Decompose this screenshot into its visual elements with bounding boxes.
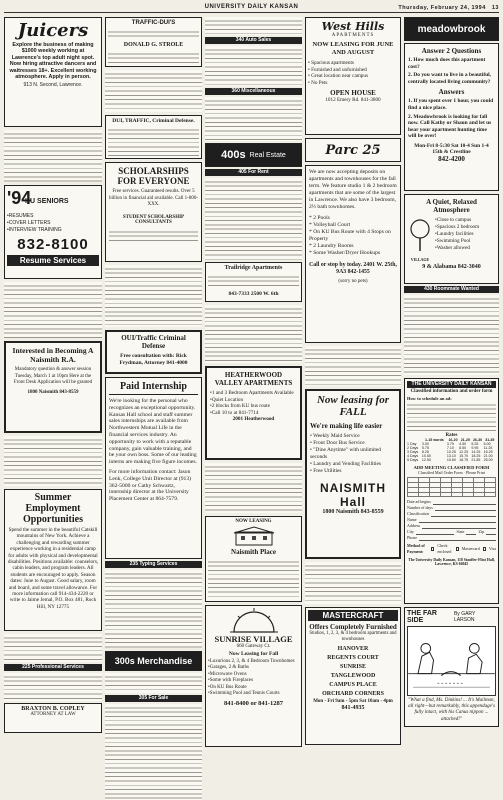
heatherwood-ad [205, 366, 302, 460]
payment-checkbox[interactable] [483, 547, 486, 551]
accept-item: * 2 Laundry Rooms [309, 243, 354, 249]
rates-cell: 4.50 [459, 442, 467, 446]
naismith-hall-logo: NAISMITH Hall [320, 481, 386, 509]
heatherwood-item: •Quiet Location [210, 396, 244, 403]
traffic-text [108, 28, 199, 40]
order-form-title: ADD MEETING CLASSIFIED FORM [413, 465, 490, 470]
summer-title: Summer Employment Opportunities [22, 492, 83, 525]
rates-cell: 2 Days [407, 446, 419, 450]
payment-option: Visa [488, 546, 496, 551]
rates-col-header: 21-25 [460, 438, 470, 442]
far-side-header [407, 610, 496, 624]
leasing-sub: We're making life easier [310, 422, 383, 430]
heatherwood-item: •2 blocks from KU bus route [210, 403, 270, 410]
heatherwood-list [210, 390, 297, 423]
answers-title: Answers [438, 88, 465, 97]
rates-cell: 4 Days [407, 454, 419, 458]
west-hills-item: • Great location near campus [308, 73, 369, 80]
col2-text-block-5 [105, 704, 202, 800]
field-label: Phone [407, 535, 417, 540]
rates-cell: 3.00 [421, 442, 429, 446]
order-text [407, 401, 496, 431]
sunrise-item: •Microwave Ovens [208, 671, 247, 677]
naismith-ra-contact: 1800 Naismith 843-8559 [27, 389, 79, 395]
mastercraft-list [308, 645, 398, 699]
accept-item: * Volleyball Court [309, 222, 351, 228]
order-field-row [407, 535, 496, 541]
traffic-title: TRAFFIC-DUI'S [131, 20, 176, 26]
field-label: City [407, 529, 414, 534]
far-side-comic [404, 607, 499, 727]
mastercraft-hours: Mon - Fri 9am - 5pm Sat 10am - 4pm [313, 698, 393, 704]
meadow-address: 15th & Crestline [432, 148, 471, 155]
scholarships-ad [105, 162, 202, 262]
village-tree-icon [408, 217, 432, 257]
trailridge-text [208, 273, 299, 289]
rates-cell: 21.00 [483, 454, 493, 458]
field-label: Name [407, 517, 417, 522]
mastercraft-item: CAMPUS PLACE [329, 681, 377, 688]
col4-text-block-2 [305, 562, 401, 604]
accept-hours: (sorry no pets) [338, 279, 368, 284]
rates-cell: 9.95 [471, 446, 479, 450]
rates-cell: 18.75 [459, 458, 469, 462]
scholar-text [109, 228, 198, 244]
ku-list-item: •RESUMES [7, 213, 34, 219]
merchandise-banner [105, 651, 202, 671]
answer-title: Answer 2 Questions [421, 47, 482, 55]
col1-text-block-4 [4, 634, 102, 662]
rates-cell: 14.25 [471, 450, 481, 454]
mastercraft-ad [305, 607, 401, 745]
order-how: How to schedule an ad: [407, 396, 452, 401]
oui-contact: Free consultation with: Rick Frydman, Attorney 841-4000 [119, 353, 188, 366]
mastercraft-item: SUNRISE [339, 663, 366, 670]
col2-text-block-4 [105, 673, 202, 693]
rates-cell: 12.50 [421, 458, 431, 462]
dui-title: DUI, TRAFFIC, Criminal Defense. [112, 118, 195, 124]
meadow-hours: Mon-Fri 8-5:30 Sat 10-4 Sun 1-4 [414, 142, 489, 149]
leasing-title: Now leasing for FALL [316, 394, 390, 418]
west-hills-list [308, 60, 398, 86]
village-row [408, 217, 495, 262]
order-fields [407, 499, 496, 541]
rates-cell: 3.75 [446, 442, 454, 446]
dui-text [108, 126, 199, 156]
naismith-hall-address: 1800 Naismith 843-8559 [322, 509, 384, 515]
village-name: VILLAGE [410, 257, 430, 262]
rates-cell: 5 Days [407, 458, 419, 462]
meadowbrook-title: meadowbrook [417, 23, 486, 35]
heatherwood-title: HEATHERWOOD VALLEY APARTMENTS [214, 371, 293, 387]
meadow-phone: 842-4200 [438, 154, 465, 163]
sunrise-village-ad [205, 605, 302, 747]
leasing-item: • Weekly Maid Service [310, 433, 360, 439]
rates-cell: 3 Days [407, 450, 419, 454]
newspaper-page [4, 3, 499, 797]
col3-text-block-3 [205, 97, 302, 141]
dui-defense-ad [105, 115, 202, 159]
summer-body: Spend the summer in the beautiful Catskill mountains of New York. Achieve a challenging and rewarding summer experience working in a residential camp for adults with physical and developmental disabilities. Positions available: counselors, cabin leaders, and program leaders. All students are encouraged to apply. Season dates: June to August. Good salary, room and board, and some travel allowance. For more information call 914-434-2220 or write to Jaime Jemal, P.O. Box 481, Rock Hill, NY 12775 [7, 527, 99, 610]
rates-cell: 18.25 [471, 454, 481, 458]
braxton-title: ATTORNEY AT LAW [30, 712, 76, 717]
col3-text-block-6 [205, 463, 302, 513]
braxton-name: BRAXTON B. COPLEY [21, 706, 85, 712]
answer-q1: 1. How much does this apartment cost? [408, 57, 486, 70]
oui-title: OUI/Traffic Criminal Defense [121, 334, 186, 350]
scholar-contact: STUDENT SCHOLARSHIP CONSULTANTS [122, 214, 185, 225]
rates-cell: 16.25 [483, 450, 493, 454]
juicers-body: Explore the business of making $1000 weekly working at Lawrence's top adult night spot. Now hiring attractive dancers and waitresses 18+. Excellent working atmosphere. Apply in person. [9, 42, 97, 81]
heatherwood-item: •1 and 3 Bedroom Apartments Available [210, 390, 294, 396]
west-hills-open: OPEN HOUSE [330, 89, 376, 98]
masthead [4, 3, 499, 13]
ku-list-item: •INTERVIEW TRAINING [7, 227, 62, 233]
accept-body: We are now accepting deposits on apartments and townhouses for the fall term. We feature studio 1 & 2 bedroom apartments that are some of the largest in Lawrence. We also have 3 bedroom, 2½ bath townhomes. [309, 169, 397, 210]
answer-q2: 2. Do you want to live in a beautiful, centrally located living community? [408, 72, 491, 85]
leasing-item: • "Dine Anytime" with unlimited seconds [310, 447, 381, 460]
payment-checkbox[interactable] [431, 547, 434, 551]
heatherwood-item: •Call 10 to at 841-7714 [210, 409, 259, 416]
field-label: Zip [478, 529, 484, 534]
naismith-leasing-ad [305, 389, 401, 559]
rates-cell: 21.85 [471, 458, 481, 462]
col2-text-block-3 [105, 570, 202, 648]
west-hills-sub: APARTMENTS [331, 33, 375, 38]
rates-cell: 8.50 [459, 446, 467, 450]
mastercraft-phone: 841-4935 [341, 704, 365, 711]
village-logo [408, 217, 432, 262]
order-form-sub: Classified Mail Order Form · Please Print [418, 470, 485, 475]
meadowbrook-logo-banner [404, 17, 499, 41]
juicers-title: Juicers [17, 20, 89, 41]
parc-25-title: Parc 25 [325, 142, 381, 158]
west-hills-ad [305, 17, 401, 135]
village-item: •Laundry facilities [435, 231, 474, 237]
kansan-sub: Classified information and order form [410, 389, 493, 394]
rates-cell: 5.25 [471, 442, 479, 446]
column-2 [105, 17, 202, 800]
rates-cell: 8.25 [421, 450, 429, 454]
braxton-ad [4, 703, 102, 733]
column-1 [4, 17, 102, 733]
trailridge-ad [205, 262, 302, 302]
traffic-name: DONALD G. STROLE [123, 42, 184, 48]
village-list [435, 217, 495, 262]
meadowbrook-ad [404, 43, 499, 191]
naismith-place-building-icon [232, 526, 276, 546]
west-hills-item: • No Pets [308, 79, 328, 86]
paid-title: Paid Internship [109, 381, 198, 395]
rates-cell: 15.70 [459, 454, 469, 458]
rates-table [407, 438, 496, 462]
ad-text-grid[interactable] [407, 477, 496, 497]
west-hills-item: • Spacious apartments [308, 60, 354, 66]
accept-item: * Some Washer/Dryer Hookups [309, 250, 381, 256]
scholar-body: Free services. Guaranteed results. Over 5 billion in financial aid available. Call 1-800-XXX. [109, 189, 199, 207]
naismith-place-title: Naismith Place [231, 548, 276, 556]
sunrise-title: SUNRISE VILLAGE [214, 634, 293, 644]
column-3 [205, 17, 302, 747]
naismith-place-text [208, 558, 299, 598]
sunrise-body: Now Leasing for Fall [228, 651, 279, 657]
rates-cell: 5.75 [421, 446, 429, 450]
ku-seniors-list [7, 213, 99, 234]
far-side-caption: "What a find, Ms. Dinkins! ... It's Mailman, all right—but remarkably, this appendage's fully intact, with his Canus nippon ... attached!" [408, 698, 495, 722]
mastercraft-logo: MASTERCRAFT [308, 610, 398, 621]
col3-text-block-5 [205, 305, 302, 363]
juicers-address: 913 N. Second, Lawrence. [23, 82, 83, 89]
col4-text-block-1 [305, 346, 401, 386]
payment-row [407, 543, 496, 555]
rates-cell: 12.25 [459, 450, 469, 454]
field-label: Number of days [407, 505, 433, 510]
far-side-author: By GARY LARSON [453, 611, 476, 623]
sunrise-address: 660 Gateway Ct. [236, 644, 271, 649]
rates-cell: 11.25 [483, 446, 493, 450]
accept-list [309, 215, 397, 257]
west-hills-title: West Hills [321, 20, 385, 33]
far-side-title: THE FAR SIDE [407, 610, 437, 624]
rates-cell: 7.10 [446, 446, 454, 450]
relaxed-title: A Quiet, Relaxed Atmosphere [426, 198, 477, 214]
accept-call: Call or stop by today. 2401 W. 25th, 9A3 842-1455 [309, 262, 397, 275]
answer-a2: 2. Meadowbrook is looking for fall now. Call Kathy or Shaun and let us hear your apartment hunting time will be over! [408, 113, 492, 140]
col2-text-block-1 [105, 70, 202, 112]
merchandise-label: 300s Merchandise [114, 656, 193, 666]
village-item: •Washer allowed [435, 245, 470, 251]
payment-checkbox[interactable] [456, 547, 459, 551]
payment-option: Mastercard [461, 546, 480, 551]
west-hills-lease: NOW LEASING FOR JUNE AND AUGUST [312, 41, 394, 56]
section-360-header: 360 Miscellaneous [205, 88, 302, 95]
naismith-place-ad [205, 516, 302, 602]
real-estate-label: Real Estate [249, 151, 286, 159]
sunrise-item: •Swimming Pool and Tennis Courts [208, 691, 280, 697]
heatherwood-item: 2001 Heatherwood [232, 416, 275, 423]
real-estate-banner [205, 143, 302, 167]
section-235-header: 235 Typing Services [105, 561, 202, 568]
sunrise-phone: 841-8400 or 841-1287 [223, 700, 284, 708]
answer-a1: 1. If you spent over 1 hour, you could find a nice place. [408, 98, 494, 111]
juicers-ad [4, 17, 102, 127]
rates-cell: 6.00 [483, 442, 491, 446]
village-ad [404, 194, 499, 284]
mastercraft-item: REGENTS COURT [327, 654, 379, 661]
kansan-header: THE UNIVERSITY DAILY KANSAN [407, 381, 496, 388]
ku-seniors-year: '94 [7, 188, 32, 208]
field-label: Date ad begins [407, 499, 431, 504]
rates-cell: 25.00 [483, 458, 493, 462]
ku-seniors-banner: Resume Services [7, 255, 99, 266]
sunrise-sun-icon [230, 608, 278, 634]
section-340-header: 340 Auto Sales [205, 37, 302, 44]
column-5 [404, 17, 499, 727]
parc-25-ad [305, 138, 401, 162]
col1-text-block-5 [4, 673, 102, 701]
col5-text-block-1 [404, 295, 499, 375]
village-phone: 9 & Alabama 842-3040 [422, 264, 481, 270]
mastercraft-item: ORCHARD CORNERS [322, 690, 384, 697]
col1-text-block-2 [4, 282, 102, 338]
ku-list-item: •COVER LETTERS [7, 220, 51, 226]
leasing-item: • Free Utilities [310, 468, 342, 474]
rates-col-header: 26-30 [472, 438, 483, 442]
kansan-order-form [404, 378, 499, 604]
naismith-ra-ad [4, 341, 102, 433]
field-label: Classification [407, 511, 429, 516]
masthead-title: UNIVERSITY DAILY KANSAN [204, 4, 299, 10]
rates-cell: 10.50 [421, 454, 431, 458]
rates-cell: 1 Day [407, 442, 417, 446]
sunrise-item: •Garages, 2 & Baths [208, 665, 249, 671]
oui-traffic-ad [105, 330, 202, 374]
accept-item: * 2 Pools [309, 215, 330, 221]
table-row [407, 458, 496, 462]
village-item: •Spacious 2 bedroom [435, 224, 480, 230]
footer-address: The University Daily Kansan, 118 Stauffer-Flint Hall, Lawrence, KS 66045 [408, 558, 495, 566]
col3-text-block-2 [205, 46, 302, 86]
rates-cell: 13.10 [446, 454, 456, 458]
rates-col-header: 16-20 [448, 438, 458, 442]
village-item: •Swimming Pool [435, 238, 471, 244]
summer-employment-ad [4, 489, 102, 631]
column-4 [305, 17, 401, 745]
col2-text-block-2 [105, 265, 202, 327]
mastercraft-offers: Offers Completely Furnished [309, 623, 397, 631]
sunrise-item: •Luxurious 2, 3, & 4 Bedroom Townhomes [208, 659, 295, 664]
section-305-header: 305 For Sale [105, 695, 202, 702]
field-label: Address [407, 523, 421, 528]
rates-title: Rates [445, 433, 458, 438]
col3-text-block-1 [205, 17, 302, 35]
traffic-dui-ad [105, 17, 202, 67]
leasing-item: • Front Door Bus Service [310, 440, 365, 446]
ku-seniors-sub: KU SENIORS [25, 198, 69, 205]
naismith-ra-body: Mandatory question & answer session Tuesday, March 1 at 10pm Here at the Front Desk Application will be granted [13, 367, 93, 385]
field-input[interactable] [419, 535, 496, 541]
village-item: •Close to campus [435, 217, 472, 223]
section-405-header: 405 For Rent [205, 169, 302, 176]
sunrise-item: •Some with Fireplaces [208, 678, 254, 684]
rates-cell: 15.60 [446, 458, 456, 462]
ku-seniors-phone: 832-8100 [17, 236, 89, 253]
masthead-date: Thursday, February 24, 1994 [398, 5, 486, 11]
paid-body: We're looking for the personal who recognizes an exceptional opportunity. Kansas Hall school and staff summer sales internships are available from Northwestern Mutual Life in the financial services industry. An opportunity to work with a reputable company, gain valuable training, and be your own boss. Some of our leading interns are making five figure incomes. [109, 398, 197, 466]
accepting-deposits-ad [305, 165, 401, 343]
paid-contact: For more information contact: Jason Lenk, College Unit Director at (913) 362-5000 or Cathy Schwartz, internship director at the University Placement Center at 864-7579. [109, 468, 192, 503]
naismith-ra-title: Interested in Becoming A Naismith R.A. [12, 346, 94, 364]
leasing-item: • Laundry and Vending Facilities [310, 461, 381, 467]
naismith-place-lease: NOW LEASING [235, 519, 272, 524]
accept-item: * On KU Bus Route with 4 Stops on Property [309, 229, 391, 242]
mastercraft-item: HANOVER [337, 645, 369, 652]
trailridge-phone: 843-7333 2500 W. 6th [228, 291, 279, 297]
rates-col-header: 1-15 words [425, 438, 444, 442]
section-225-header: 225 Professional Services [4, 664, 102, 671]
rates-cell: 10.25 [446, 450, 456, 454]
west-hills-address: 1012 Emery Rd. 841-3800 [325, 97, 381, 104]
traffic-text-2 [108, 50, 199, 64]
ku-seniors-ad [4, 185, 102, 279]
payment-label: Method of Payment: [407, 543, 425, 554]
west-hills-item: • Furnished and unfurnished [308, 66, 367, 73]
mastercraft-units: Studios, 1, 2, 3, & 4 bedroom apartments and townhouses [309, 631, 397, 642]
sunrise-item: •On KU Bus Route [208, 684, 247, 690]
trailridge-title: Trailridge Apartments [224, 265, 283, 271]
field-label: State [456, 529, 465, 534]
scholar-title: SCHOLARSHIPS FOR EVERYONE [117, 166, 190, 186]
col3-text-block-4 [205, 178, 302, 260]
page-number: 13 [491, 5, 499, 11]
far-side-illustration [407, 626, 496, 696]
col1-text-block-3 [4, 436, 102, 486]
section-430-header: 430 Roommate Wanted [404, 286, 499, 293]
mastercraft-item: TANGLEWOOD [330, 672, 376, 679]
paid-internship-ad [105, 377, 202, 559]
leasing-list [310, 433, 396, 475]
payment-option: Check enclosed [437, 543, 452, 554]
rates-col-header: 31-35 [485, 438, 495, 442]
col1-text-block-1 [4, 130, 102, 182]
real-estate-number: 400s [221, 149, 246, 161]
masthead-right [398, 5, 499, 11]
sunrise-list [208, 659, 299, 697]
